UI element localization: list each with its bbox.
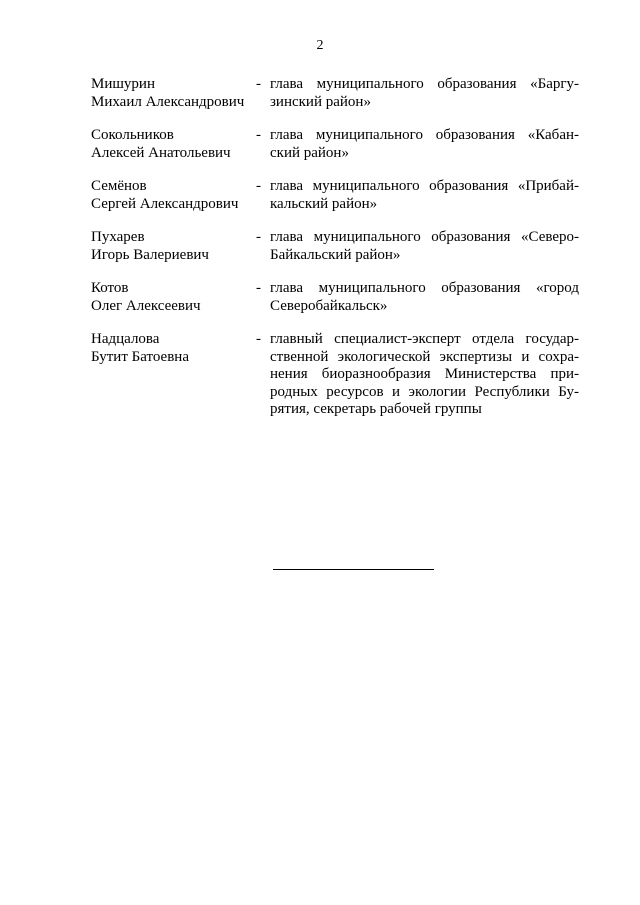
role-line: зинский район»: [270, 93, 371, 110]
role-line: глава муниципального образования «Северо-: [270, 229, 579, 245]
member-role: [270, 229, 579, 264]
member-sokolnikov: [91, 127, 579, 162]
role-line: нения биоразнообразия Министерства при-: [270, 366, 579, 382]
member-surname: Сокольников: [91, 127, 174, 143]
role-line: ский район»: [270, 144, 349, 161]
member-given-names: Бутит Батоевна: [91, 348, 189, 365]
closing-divider-line: [273, 569, 434, 570]
member-surname: Семёнов: [91, 178, 147, 194]
role-line: Северобайкальск»: [270, 297, 388, 314]
role-line: рятия, секретарь рабочей группы: [270, 401, 482, 417]
role-line: ственной экологической экспертизы и сохра-: [270, 348, 579, 365]
member-surname: Надцалова: [91, 331, 160, 347]
member-name: [91, 280, 256, 315]
member-nadtsalova: [91, 331, 579, 419]
member-surname: Мишурин: [91, 76, 155, 92]
member-mishurin: [91, 76, 579, 111]
member-given-names: Олег Алексеевич: [91, 297, 201, 314]
dash-separator: -: [256, 331, 261, 347]
dash-separator: -: [256, 76, 261, 92]
member-name: [91, 331, 256, 366]
member-kotov: [91, 280, 579, 315]
role-line: глава муниципального образования «Прибай-: [270, 178, 579, 194]
member-role: [270, 178, 579, 213]
dash-separator: -: [256, 229, 261, 245]
member-semenov: [91, 178, 579, 213]
member-name: [91, 127, 256, 162]
member-given-names: Алексей Анатольевич: [91, 144, 231, 161]
member-name: [91, 76, 256, 111]
member-name: [91, 178, 256, 213]
page-number: 2: [316, 38, 324, 53]
dash-separator: -: [256, 280, 261, 296]
member-role: [270, 127, 579, 162]
role-line: глава муниципального образования «Кабан-: [270, 127, 579, 143]
member-given-names: Игорь Валериевич: [91, 246, 209, 263]
role-line: глава муниципального образования «город: [270, 280, 579, 296]
member-pukharev: [91, 229, 579, 264]
dash-separator: -: [256, 127, 261, 143]
role-line: главный специалист-эксперт отдела государ-: [270, 331, 579, 347]
member-surname: Пухарев: [91, 229, 145, 245]
working-group-member-list: [91, 76, 579, 435]
dash-separator: -: [256, 178, 261, 194]
role-line: кальский район»: [270, 195, 378, 212]
member-given-names: Сергей Александрович: [91, 195, 239, 212]
member-role: [270, 280, 579, 315]
role-line: Байкальский район»: [270, 246, 401, 263]
member-surname: Котов: [91, 280, 129, 296]
member-role: [270, 331, 579, 419]
member-role: [270, 76, 579, 111]
member-name: [91, 229, 256, 264]
role-line: глава муниципального образования «Баргу-: [270, 76, 579, 92]
member-given-names: Михаил Александрович: [91, 93, 245, 110]
role-line: родных ресурсов и экологии Республики Бу-: [270, 383, 579, 400]
